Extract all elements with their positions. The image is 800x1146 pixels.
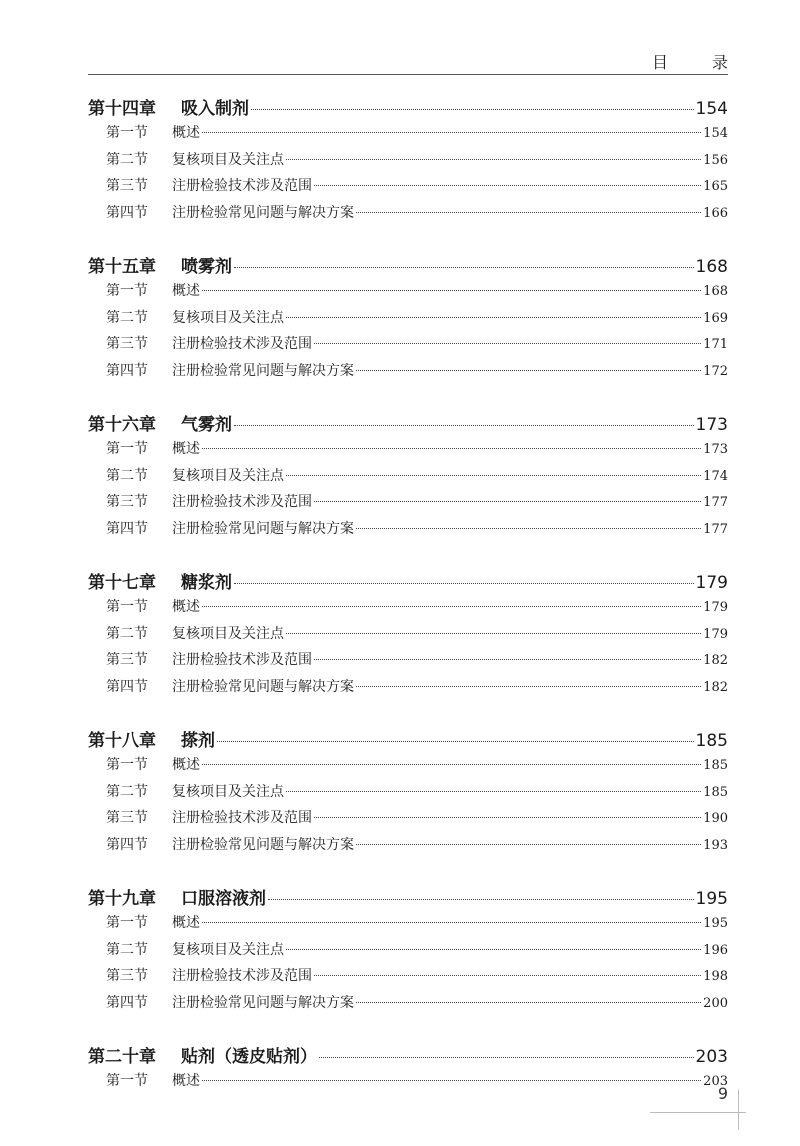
section-entry-page: 196	[703, 942, 728, 958]
dot-leader	[234, 425, 694, 426]
section-entry-number: 第一节	[106, 757, 148, 773]
dot-leader	[234, 267, 694, 268]
section-entry[interactable]	[88, 333, 728, 360]
section-entry-number: 第一节	[106, 915, 148, 931]
section-entry[interactable]	[88, 202, 728, 229]
section-entry-title: 注册检验技术涉及范围	[172, 810, 312, 826]
section-entry-page: 156	[703, 152, 728, 168]
section-entry-title: 注册检验常见问题与解决方案	[172, 204, 354, 221]
section-entry[interactable]	[88, 360, 728, 387]
section-entry-page: 185	[703, 784, 728, 800]
section-entry-page: 200	[703, 995, 728, 1011]
section-entry[interactable]	[88, 939, 728, 966]
chapter-block	[88, 726, 728, 860]
crop-mark-vertical	[738, 1090, 739, 1130]
dot-leader	[314, 659, 701, 660]
section-entry-title: 概述	[172, 1073, 200, 1089]
section-entry[interactable]	[88, 280, 728, 307]
section-entry-page: 171	[703, 337, 728, 352]
chapter-entry-page: 203	[695, 1047, 728, 1067]
dot-leader	[356, 1002, 701, 1003]
section-entry-title: 概述	[172, 599, 200, 615]
section-entry-number: 第二节	[106, 151, 148, 168]
dot-leader	[202, 1080, 701, 1081]
section-entry[interactable]	[88, 807, 728, 834]
section-entry-title: 概述	[172, 757, 200, 773]
dot-leader	[314, 501, 701, 502]
chapter-block	[88, 1042, 728, 1097]
section-entry-title: 注册检验技术涉及范围	[172, 494, 312, 510]
section-entry-title: 复核项目及关注点	[172, 151, 284, 168]
dot-leader	[251, 109, 694, 110]
section-entry-number: 第二节	[106, 467, 148, 484]
chapter-entry[interactable]	[88, 884, 728, 912]
section-entry-page: 177	[703, 495, 728, 510]
section-entry[interactable]	[88, 834, 728, 861]
section-entry-page: 203	[703, 1074, 728, 1089]
section-entry-number: 第一节	[106, 125, 148, 141]
section-entry-title: 复核项目及关注点	[172, 625, 284, 642]
section-entry-number: 第四节	[106, 836, 148, 853]
section-entry-page: 190	[703, 811, 728, 826]
chapter-entry-number: 第十四章	[88, 99, 156, 119]
section-entry[interactable]	[88, 992, 728, 1019]
section-entry-page: 193	[703, 837, 728, 853]
chapter-block	[88, 252, 728, 386]
section-entry-title: 概述	[172, 915, 200, 931]
section-entry-page: 185	[703, 758, 728, 773]
section-entry-page: 198	[703, 969, 728, 984]
chapter-entry-page: 168	[695, 257, 728, 277]
section-entry[interactable]	[88, 1070, 728, 1097]
section-entry-number: 第三节	[106, 968, 148, 984]
section-entry-title: 复核项目及关注点	[172, 783, 284, 800]
section-entry-title: 注册检验常见问题与解决方案	[172, 520, 354, 537]
dot-leader	[202, 290, 701, 291]
chapter-entry-title: 吸入制剂	[181, 99, 249, 119]
page-number: 9	[717, 1084, 728, 1103]
section-entry[interactable]	[88, 149, 728, 176]
section-entry-page: 177	[703, 521, 728, 537]
dot-leader	[286, 317, 701, 318]
dot-leader	[217, 741, 694, 742]
section-entry-number: 第三节	[106, 810, 148, 826]
dot-leader	[319, 1057, 694, 1058]
dot-leader	[314, 343, 701, 344]
section-entry[interactable]	[88, 307, 728, 334]
section-entry-title: 注册检验常见问题与解决方案	[172, 678, 354, 695]
chapter-entry-page: 185	[695, 731, 728, 751]
section-entry-number: 第三节	[106, 336, 148, 352]
section-entry-title: 复核项目及关注点	[172, 941, 284, 958]
chapter-entry-number: 第十九章	[88, 889, 156, 909]
section-entry-title: 注册检验常见问题与解决方案	[172, 362, 354, 379]
chapter-entry[interactable]	[88, 568, 728, 596]
section-entry-number: 第二节	[106, 941, 148, 958]
section-entry-number: 第二节	[106, 783, 148, 800]
chapter-entry-number: 第二十章	[88, 1047, 156, 1067]
section-entry[interactable]	[88, 623, 728, 650]
table-of-contents	[88, 94, 728, 1097]
dot-leader	[356, 370, 701, 371]
chapter-block	[88, 884, 728, 1018]
section-entry-page: 166	[703, 205, 728, 221]
section-entry-number: 第三节	[106, 652, 148, 668]
dot-leader	[202, 448, 701, 449]
section-entry-page: 154	[703, 126, 728, 141]
section-entry-number: 第二节	[106, 309, 148, 326]
chapter-entry[interactable]	[88, 1042, 728, 1070]
chapter-entry[interactable]	[88, 410, 728, 438]
dot-leader	[202, 132, 701, 133]
dot-leader	[286, 949, 701, 950]
section-entry[interactable]	[88, 649, 728, 676]
section-entry[interactable]	[88, 438, 728, 465]
chapter-entry-title: 糖浆剂	[181, 573, 232, 593]
dot-leader	[286, 475, 701, 476]
chapter-block	[88, 568, 728, 702]
dot-leader	[286, 791, 701, 792]
section-entry[interactable]	[88, 596, 728, 623]
section-entry-number: 第一节	[106, 283, 148, 299]
chapter-entry-page: 195	[695, 889, 728, 909]
section-entry-number: 第四节	[106, 204, 148, 221]
section-entry[interactable]	[88, 912, 728, 939]
chapter-entry[interactable]	[88, 94, 728, 122]
section-entry-page: 174	[703, 468, 728, 484]
section-entry-page: 182	[703, 679, 728, 695]
section-entry[interactable]	[88, 518, 728, 545]
section-entry-page: 182	[703, 653, 728, 668]
section-entry-title: 复核项目及关注点	[172, 467, 284, 484]
dot-leader	[286, 159, 701, 160]
section-entry-number: 第四节	[106, 362, 148, 379]
section-entry-page: 172	[703, 363, 728, 379]
dot-leader	[314, 817, 701, 818]
chapter-block	[88, 94, 728, 228]
section-entry[interactable]	[88, 491, 728, 518]
section-entry-number: 第二节	[106, 625, 148, 642]
section-entry[interactable]	[88, 781, 728, 808]
chapter-entry-page: 173	[695, 415, 728, 435]
section-entry[interactable]	[88, 676, 728, 703]
dot-leader	[202, 922, 701, 923]
dot-leader	[356, 528, 701, 529]
dot-leader	[234, 583, 694, 584]
chapter-entry-title: 贴剂（透皮贴剂）	[181, 1047, 317, 1067]
section-entry-page: 169	[703, 310, 728, 326]
chapter-entry[interactable]	[88, 726, 728, 754]
chapter-entry[interactable]	[88, 252, 728, 280]
chapter-block	[88, 410, 728, 544]
section-entry-title: 注册检验常见问题与解决方案	[172, 836, 354, 853]
section-entry-page: 179	[703, 626, 728, 642]
chapter-entry-number: 第十六章	[88, 415, 156, 435]
chapter-entry-title: 搽剂	[181, 731, 215, 751]
section-entry-number: 第四节	[106, 994, 148, 1011]
section-entry[interactable]	[88, 754, 728, 781]
dot-leader	[202, 606, 701, 607]
running-header	[88, 48, 742, 75]
dot-leader	[356, 686, 701, 687]
crop-mark-horizontal	[650, 1112, 746, 1113]
section-entry-page: 179	[703, 600, 728, 615]
chapter-entry-number: 第十七章	[88, 573, 156, 593]
dot-leader	[356, 212, 701, 213]
section-entry[interactable]	[88, 965, 728, 992]
section-entry[interactable]	[88, 465, 728, 492]
dot-leader	[202, 764, 701, 765]
section-entry-title: 复核项目及关注点	[172, 309, 284, 326]
section-entry-page: 173	[703, 442, 728, 457]
section-entry-title: 概述	[172, 441, 200, 457]
section-entry-number: 第一节	[106, 441, 148, 457]
section-entry-title: 注册检验技术涉及范围	[172, 968, 312, 984]
section-entry-number: 第一节	[106, 1073, 148, 1089]
chapter-entry-page: 154	[695, 99, 728, 119]
section-entry-number: 第三节	[106, 494, 148, 510]
section-entry[interactable]	[88, 175, 728, 202]
chapter-entry-title: 喷雾剂	[181, 257, 232, 277]
section-entry-page: 165	[703, 179, 728, 194]
section-entry-title: 概述	[172, 125, 200, 141]
section-entry-page: 195	[703, 916, 728, 931]
section-entry-number: 第四节	[106, 520, 148, 537]
section-entry-title: 注册检验技术涉及范围	[172, 652, 312, 668]
section-entry-title: 注册检验技术涉及范围	[172, 336, 312, 352]
dot-leader	[286, 633, 701, 634]
section-entry-title: 概述	[172, 283, 200, 299]
header-title: 目 录	[651, 53, 742, 72]
chapter-entry-number: 第十五章	[88, 257, 156, 277]
chapter-entry-page: 179	[695, 573, 728, 593]
dot-leader	[314, 975, 701, 976]
chapter-entry-title: 口服溶液剂	[181, 889, 266, 909]
section-entry-page: 168	[703, 284, 728, 299]
chapter-entry-title: 气雾剂	[181, 415, 232, 435]
dot-leader	[356, 844, 701, 845]
section-entry-title: 注册检验常见问题与解决方案	[172, 994, 354, 1011]
chapter-entry-number: 第十八章	[88, 731, 156, 751]
dot-leader	[314, 185, 701, 186]
section-entry-number: 第一节	[106, 599, 148, 615]
section-entry-title: 注册检验技术涉及范围	[172, 178, 312, 194]
section-entry-number: 第三节	[106, 178, 148, 194]
section-entry[interactable]	[88, 122, 728, 149]
dot-leader	[268, 899, 694, 900]
section-entry-number: 第四节	[106, 678, 148, 695]
